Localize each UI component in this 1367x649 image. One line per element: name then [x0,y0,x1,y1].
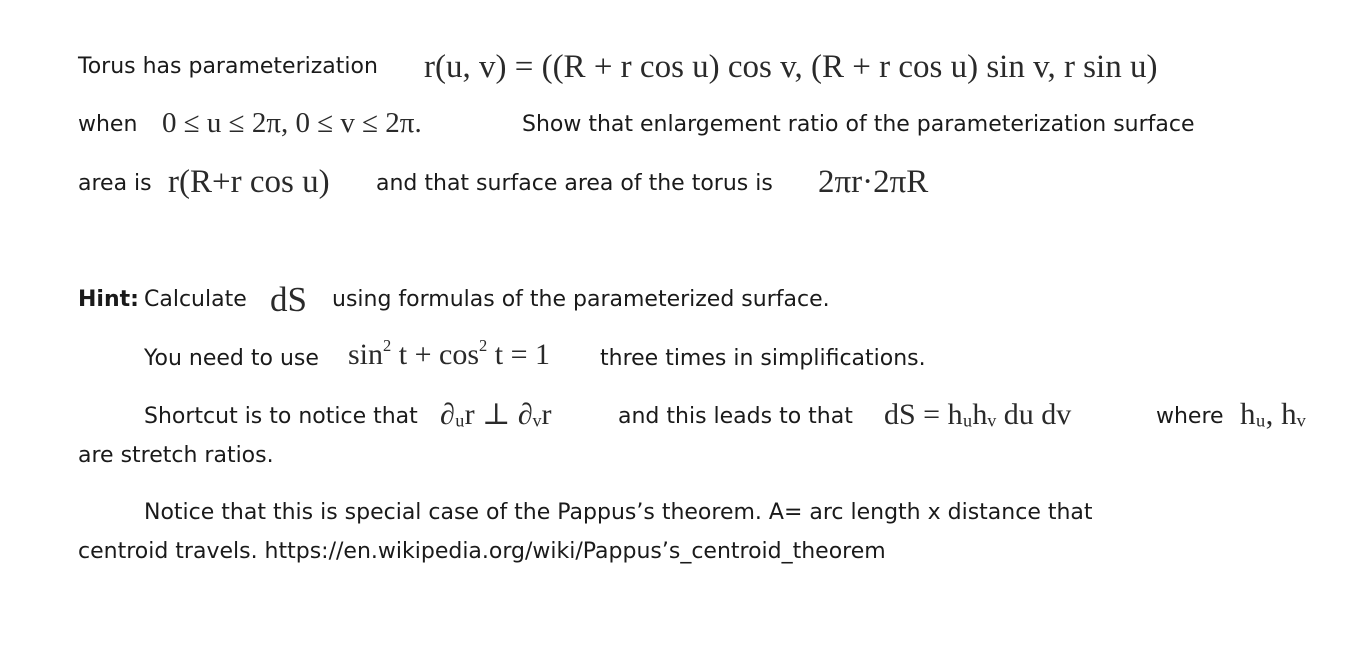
torus-parameterization-formula: r(u, v) = ((R + r cos u) cos v, (R + r cos u) sin v, r sin u) [424,49,1158,85]
parameter-range-formula: 0 ≤ u ≤ 2π, 0 ≤ v ≤ 2π. [162,107,422,139]
surface-area-text: and that surface area of the torus is [376,171,773,196]
leads-to-text: and this leads to that [618,404,853,429]
stretch-ratios-text: are stretch ratios. [78,443,274,468]
identity-prefix-text: You need to use [144,346,319,371]
identity-suffix-text: three times in simplifications. [600,346,926,371]
when-text: when [78,112,138,137]
shortcut-prefix-text: Shortcut is to notice that [144,404,418,429]
pappus-text-line2: centroid travels. https://en.wikipedia.org/wiki/Pappus’s_centroid_theorem [78,539,886,564]
area-is-text: area is [78,171,152,196]
dS-formula: dS [270,280,307,319]
enlargement-ratio-formula: r(R+r cos u) [168,164,330,200]
dS-stretch-formula: dS = hᵤhᵥ du dv [884,398,1072,431]
trig-identity-formula: $\sin^2 t + \cos^2 t = 1$ [348,335,551,371]
calculate-text: Calculate [144,287,247,312]
stretch-ratios-formula: hᵤ, hᵥ [1240,396,1306,431]
orthogonality-formula: ∂ᵤr ⊥ ∂ᵥr [440,398,552,431]
where-text: where [1156,404,1224,429]
intro-text: Torus has parameterization [78,54,378,79]
using-formulas-text: using formulas of the parameterized surface. [332,287,830,312]
pappus-text-line1: Notice that this is special case of the Pappus’s theorem. A= arc length x distance that [144,500,1093,525]
surface-area-formula: 2πr·2πR [818,164,929,200]
hint-label: Hint: [78,287,139,312]
show-text: Show that enlargement ratio of the parameterization surface [522,112,1195,137]
